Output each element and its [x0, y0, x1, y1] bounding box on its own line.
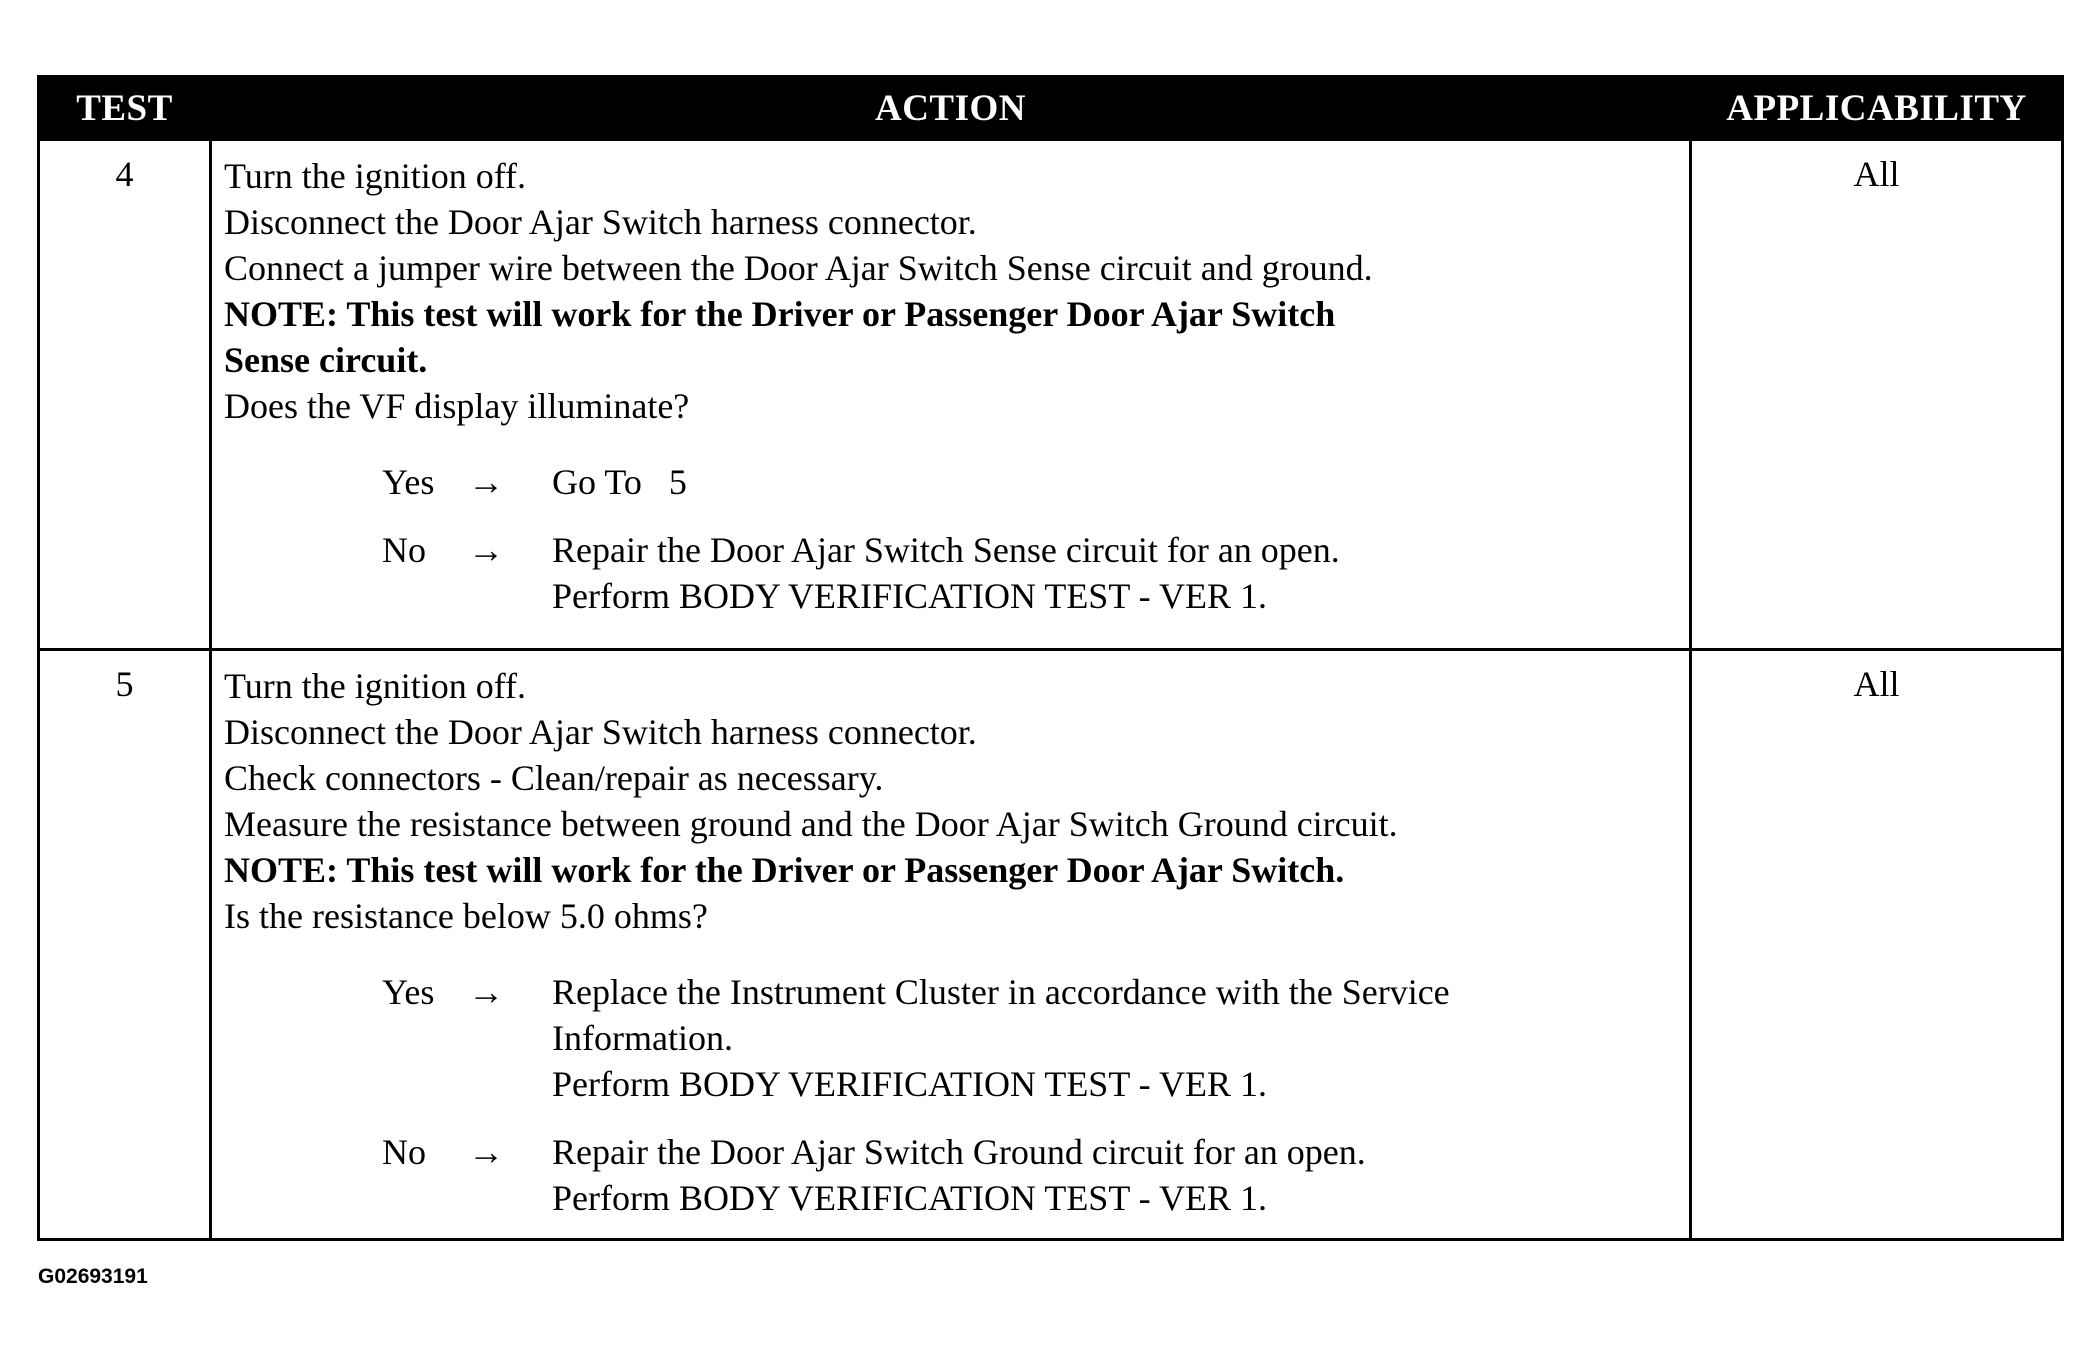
no-label: No — [382, 530, 426, 570]
no-label: No — [382, 1132, 426, 1172]
action-step: Check connectors - Clean/repair as necessary. — [224, 758, 884, 798]
yes-branch — [382, 459, 1679, 505]
header-test: TEST — [39, 77, 211, 140]
yes-result — [552, 969, 1679, 1107]
result-line: Perform BODY VERIFICATION TEST - VER 1. — [552, 576, 1268, 616]
test-number: 4 — [39, 140, 211, 650]
action-step: Disconnect the Door Ajar Switch harness connector. — [224, 712, 977, 752]
table-row — [39, 650, 2063, 1240]
arrow-icon: → — [468, 972, 504, 1012]
result-line: Repair the Door Ajar Switch Sense circuit for an open. — [552, 530, 1340, 570]
result-line: Perform BODY VERIFICATION TEST - VER 1. — [552, 1064, 1268, 1104]
action-step: Disconnect the Door Ajar Switch harness connector. — [224, 202, 977, 242]
question-text: Does the VF display illuminate? — [224, 386, 690, 426]
arrow-icon: → — [468, 1132, 504, 1172]
action-step: Turn the ignition off. — [224, 666, 527, 706]
yes-branch — [382, 969, 1679, 1107]
header-action: ACTION — [211, 77, 1691, 140]
action-step: Turn the ignition off. — [224, 156, 527, 196]
no-branch — [382, 527, 1679, 619]
question-text: Is the resistance below 5.0 ohms? — [224, 896, 708, 936]
result-line: Information. — [552, 1018, 733, 1058]
result-line: Replace the Instrument Cluster in accordance with the Service — [552, 972, 1450, 1012]
note-text: NOTE: This test will work for the Driver or Passenger Door Ajar Switch. — [224, 850, 1345, 890]
diagnostic-table — [37, 75, 2064, 1241]
yes-label: Yes — [382, 462, 435, 502]
figure-id: G02693191 — [38, 1265, 148, 1288]
test-number: 5 — [39, 650, 211, 1240]
no-result — [552, 1129, 1679, 1221]
arrow-icon: → — [468, 530, 504, 570]
action-step: Connect a jumper wire between the Door Ajar Switch Sense circuit and ground. — [224, 248, 1373, 288]
yes-label: Yes — [382, 972, 435, 1012]
applicability-value: All — [1691, 650, 2063, 1240]
header-applicability: APPLICABILITY — [1691, 77, 2063, 140]
result-line: Go To 5 — [552, 462, 687, 502]
note-text: NOTE: This test will work for the Driver or Passenger Door Ajar Switch — [224, 294, 1336, 334]
table-header-row — [39, 77, 2063, 140]
action-step: Measure the resistance between ground and the Door Ajar Switch Ground circuit. — [224, 804, 1398, 844]
result-line: Perform BODY VERIFICATION TEST - VER 1. — [552, 1178, 1268, 1218]
note-text: Sense circuit. — [224, 340, 428, 380]
table-row — [39, 140, 2063, 650]
result-line: Repair the Door Ajar Switch Ground circuit for an open. — [552, 1132, 1366, 1172]
applicability-value: All — [1691, 140, 2063, 650]
no-branch — [382, 1129, 1679, 1221]
action-cell — [211, 650, 1691, 1240]
action-cell — [211, 140, 1691, 650]
yes-result — [552, 459, 1679, 505]
arrow-icon: → — [468, 462, 504, 502]
no-result — [552, 527, 1679, 619]
